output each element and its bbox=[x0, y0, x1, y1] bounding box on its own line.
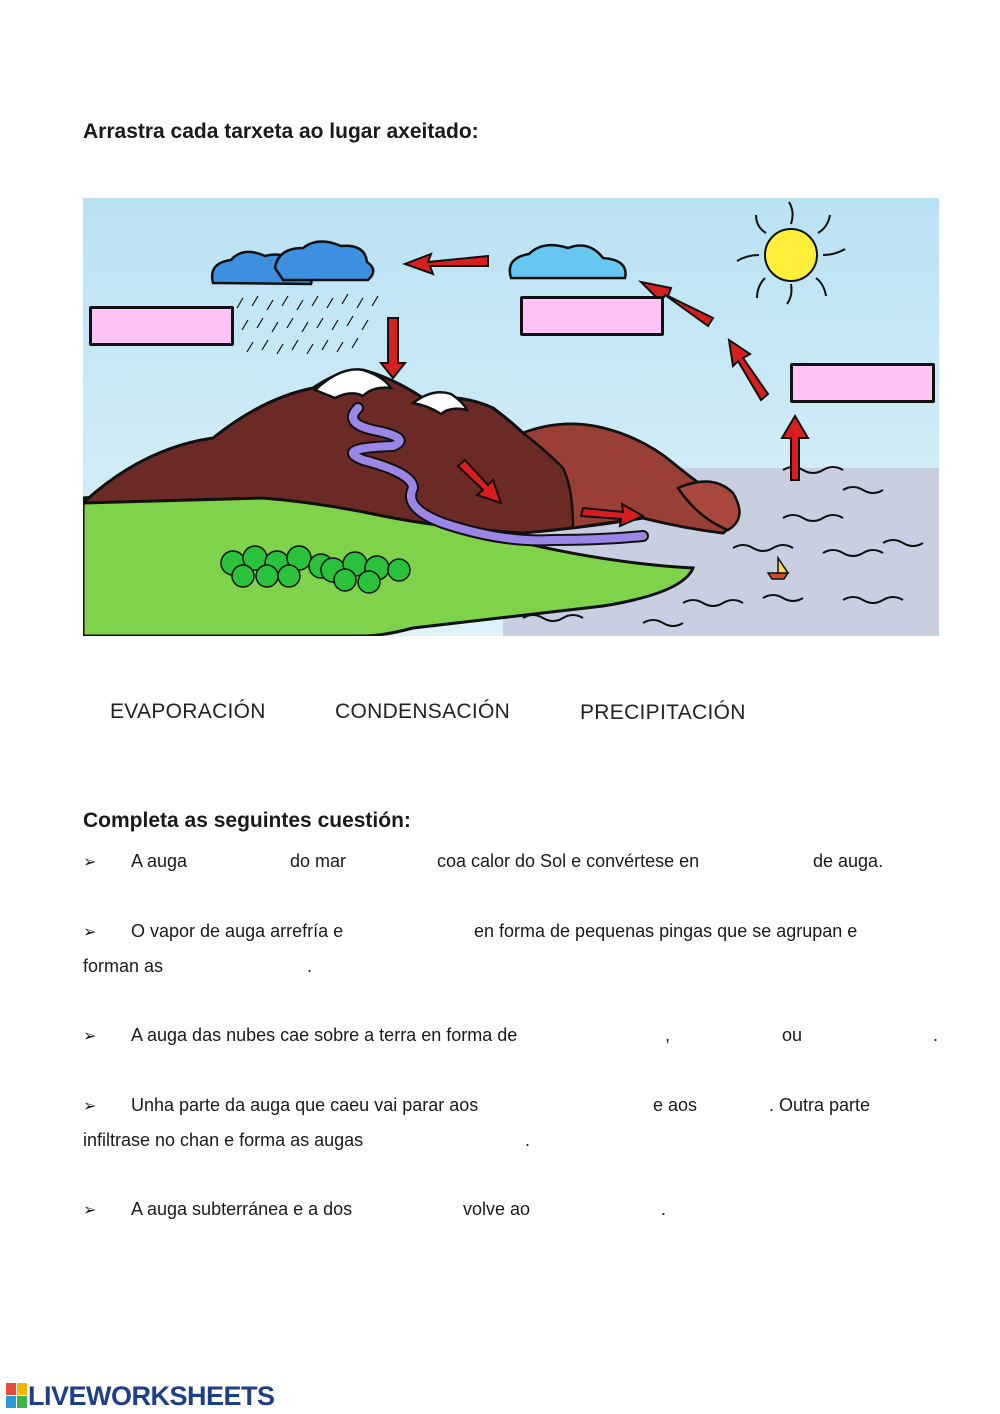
bullet-icon: ➢ bbox=[83, 1098, 97, 1115]
liveworksheets-logo bbox=[6, 1378, 275, 1414]
q4-text-4: infiltrase no chan e forma as augas bbox=[83, 1130, 364, 1150]
bullet-icon: ➢ bbox=[83, 1202, 97, 1219]
q5-text-1: A auga subterránea e a dos bbox=[131, 1199, 353, 1219]
q4-text-2: e aos bbox=[653, 1095, 698, 1115]
q5-text-2: volve ao bbox=[463, 1199, 531, 1219]
q2-text-1: O vapor de auga arrefría e bbox=[131, 921, 344, 941]
instruction-title: Arrastra cada tarxeta ao lugar axeitado: bbox=[83, 120, 479, 143]
q3-text-2: , bbox=[665, 1025, 671, 1045]
water-cycle-illustration bbox=[83, 198, 939, 636]
q4-text-3: . Outra parte bbox=[769, 1095, 871, 1115]
water-cycle-diagram bbox=[83, 198, 939, 636]
q1-text-4: de auga. bbox=[813, 851, 884, 871]
q1-text-2: do mar bbox=[290, 851, 347, 871]
q1-text-3: coa calor do Sol e convértese en bbox=[437, 851, 700, 871]
card-condensacion[interactable]: CONDENSACIÓN bbox=[335, 700, 511, 723]
q3-text-1: A auga das nubes cae sobre a terra en forma de bbox=[131, 1025, 518, 1045]
q4-text-5: . bbox=[525, 1130, 531, 1150]
logo-text: LIVEWORKSHEETS bbox=[28, 1380, 275, 1411]
bullet-icon: ➢ bbox=[83, 924, 97, 941]
drop-zone-precipitation[interactable] bbox=[89, 306, 234, 346]
q3-text-3: ou bbox=[782, 1025, 803, 1045]
logo-icon bbox=[6, 1383, 28, 1409]
questions-title: Completa as seguintes cuestión: bbox=[83, 809, 411, 832]
drop-zone-condensation[interactable] bbox=[520, 296, 664, 336]
q1-text-1: A auga bbox=[131, 851, 188, 871]
bullet-icon: ➢ bbox=[83, 1028, 97, 1045]
q2-text-2: en forma de pequenas pingas que se agrupan e bbox=[474, 921, 858, 941]
bullet-icon: ➢ bbox=[83, 854, 97, 871]
q2-text-3: forman as bbox=[83, 956, 164, 976]
q4-text-1: Unha parte da auga que caeu vai parar aos bbox=[131, 1095, 479, 1115]
card-precipitacion[interactable]: PRECIPITACIÓN bbox=[580, 701, 746, 724]
q2-text-4: . bbox=[307, 956, 313, 976]
card-evaporacion[interactable]: EVAPORACIÓN bbox=[110, 700, 266, 723]
q5-text-3: . bbox=[661, 1199, 667, 1219]
q3-text-4: . bbox=[933, 1025, 939, 1045]
drop-zone-evaporation[interactable] bbox=[790, 363, 935, 403]
